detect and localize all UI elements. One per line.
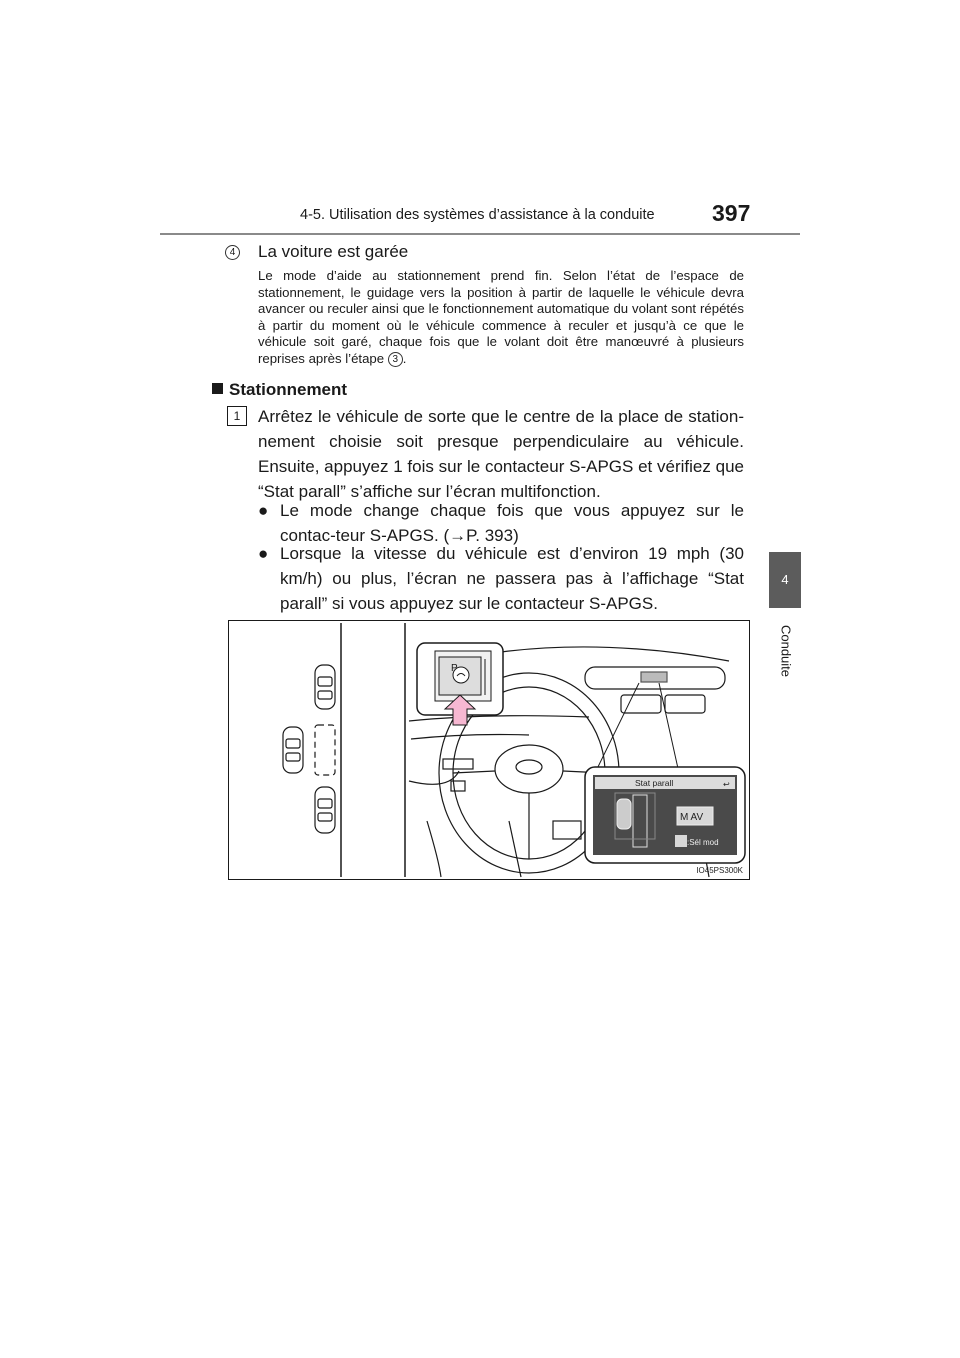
bullet-dot: ● — [258, 544, 269, 563]
screen-title: Stat parall — [635, 778, 674, 788]
section-title: 4-5. Utilisation des systèmes d’assistance à la conduite — [300, 207, 655, 223]
step-4-heading: La voiture est garée — [258, 242, 409, 261]
bullet-text: Le mode change chaque fois que vous appuyez sur le contac-teur S-APGS. (→P. 393) — [280, 501, 744, 545]
illustration-figure — [228, 620, 750, 880]
square-bullet-icon — [212, 383, 223, 394]
step-4-text: Le mode d’aide au stationnement prend fin. Selon l’état de l’espace de stationnement, le guidage vers la position à partir de laquelle le véhicule devra avancer ou reculer ainsi que le fonctionnement automatique du volant sont répétés à partir du moment où le véhicule commence à reculer et jusqu’à ce que le véhicule soit garé, chaque fois que le volant doit être manœuvré à plusieurs reprises après l’étape — [258, 268, 744, 366]
step-1-marker: 1 — [227, 406, 247, 426]
car-top-view-icon — [315, 787, 335, 833]
car-top-view-icon — [315, 665, 335, 709]
step-1-body: Arrêtez le véhicule de sorte que le centre de la place de station-nement choisie soit presque perpendiculaire au véhicule. Ensuite, appuyez 1 fois sur le contacteur S-APGS et vérifiez que “Stat parall” s’affiche sur l’écran multifonction. — [258, 407, 744, 501]
parking-diagram — [283, 623, 405, 877]
screen-mode: M AV — [680, 812, 704, 823]
illustration-drawing — [229, 621, 749, 879]
multi-info-display-icon — [585, 767, 745, 863]
screen-hint: :Sél mod — [687, 838, 719, 847]
step-number-circle: 4 — [225, 245, 240, 260]
section-heading-text: Stationnement — [229, 380, 348, 399]
section-heading — [212, 380, 347, 400]
parking-space-icon — [315, 725, 335, 775]
switch-glyph: P — [451, 663, 458, 674]
chapter-label-wrap — [770, 615, 802, 687]
chapter-label: Conduite — [778, 624, 794, 678]
step-4-end: . — [402, 350, 407, 366]
car-top-view-icon — [283, 727, 303, 773]
bullet-dot: ● — [258, 501, 269, 520]
screen-back-icon: ↩ — [723, 780, 730, 789]
chapter-tab: 4 — [769, 552, 801, 608]
step-4-marker — [225, 244, 240, 262]
bullet-item — [258, 541, 744, 616]
page-number: 397 — [712, 200, 751, 226]
figure-code: IO45PS300K — [696, 866, 743, 875]
bullet-text: Lorsque la vitesse du véhicule est d’environ 19 mph (30 km/h) ou plus, l’écran ne passera pas à l’affichage “Stat parall” si vous appuyez sur le contacteur S-APGS. — [280, 544, 744, 613]
header-rule — [160, 233, 800, 235]
step-4-body — [258, 268, 744, 368]
step-3-reference: 3 — [388, 352, 403, 367]
